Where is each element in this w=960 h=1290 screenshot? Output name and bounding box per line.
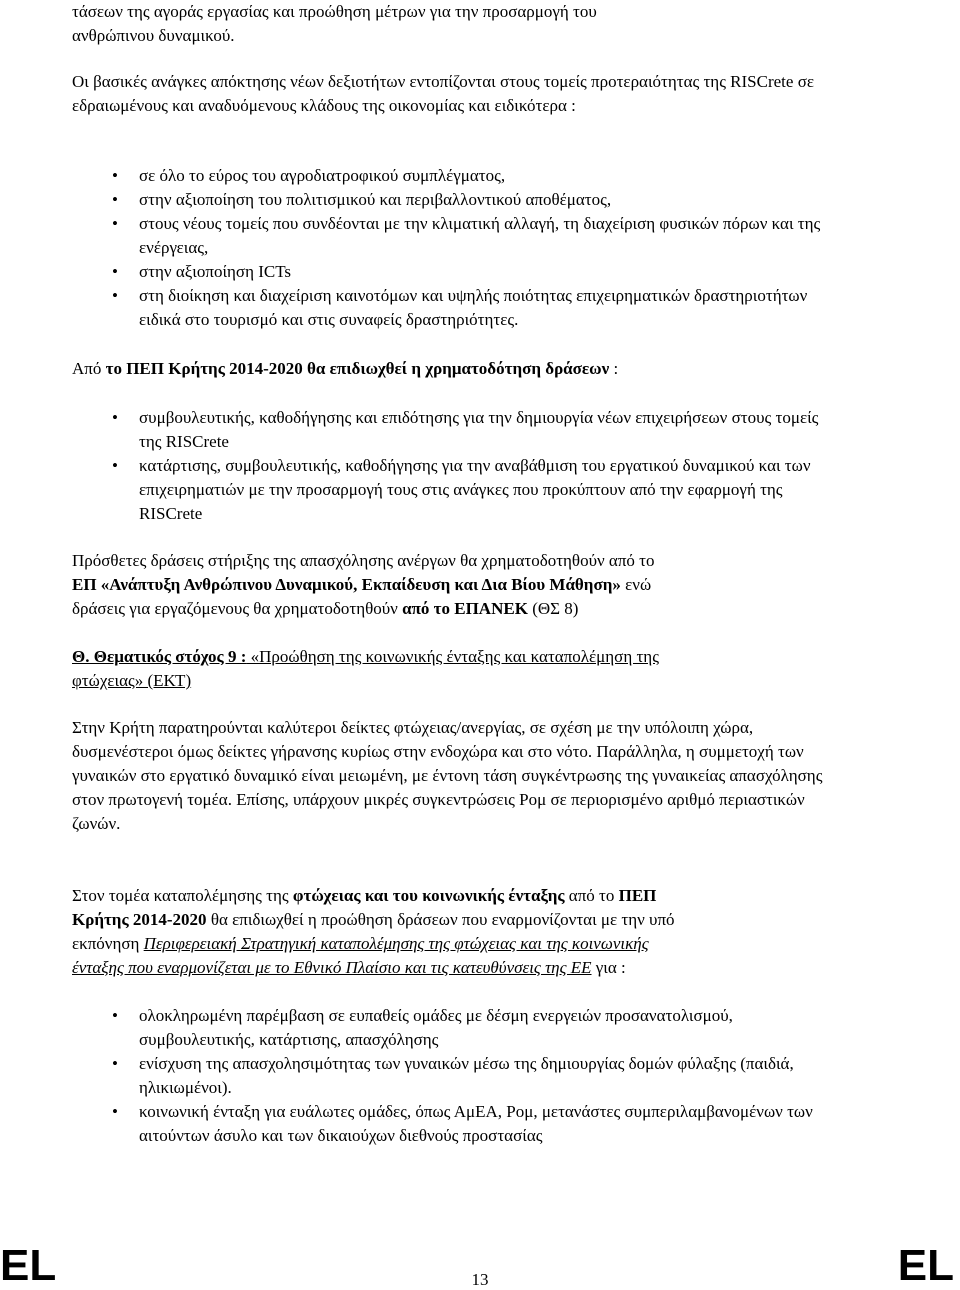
needs-list — [72, 164, 832, 332]
poverty-list — [72, 1004, 832, 1148]
pep-list — [72, 406, 832, 526]
poverty-paragraph: Στον τομέα καταπολέμησης της φτώχειας και του κοινωνικής ένταξης από το ΠΕΠ Κρήτης 2014-2020 θα επιδιωχθεί η προώθηση δράσεων που εναρμονίζονται με την υπό εκπόνηση Περιφερειακή Στρατηγική καταπολέμησης της φτώχειας και της κοινωνικής ένταξης που εναρμονίζεται με το Εθνικό Πλαίσιο και τις κατευθύνσεις της ΕΕ για : — [72, 886, 675, 977]
page-number: 13 — [471, 1270, 489, 1289]
list-item: • κοινωνική ένταξη για ευάλωτες ομάδες, όπως ΑμΕΑ, Ρομ, μετανάστες συμπεριλαμβανομένων των αιτούντων άσυλο και των δικαιούχων διεθνούς προστασίας — [112, 1102, 813, 1145]
needs-paragraph — [72, 70, 832, 118]
list-item: • στην αξιοποίηση του πολιτισμικού και περιβαλλοντικού αποθέματος, — [112, 190, 612, 209]
goal-label: Θ. Θεματικός στόχος 9 : — [72, 647, 247, 666]
footer-language-left: EL — [0, 1241, 57, 1290]
list-item: • στους νέους τομείς που συνδέονται με την κλιματική αλλαγή, τη διαχείριση φυσικών πόρων και της ενέργειας, — [112, 214, 821, 257]
list-item: • στην αξιοποίηση ICTs — [112, 262, 292, 281]
pep-bold: το ΠΕΠ Κρήτης 2014-2020 θα επιδιωχθεί η χρηματοδότηση δράσεων — [105, 359, 610, 378]
strategy-link-text: Περιφερειακή Στρατηγική καταπολέμησης της φτώχειας και της κοινωνικής — [143, 934, 649, 953]
ep-bold: ΕΠ «Ανάπτυξη Ανθρώπινου Δυναμικού, Εκπαίδευση και Δια Βίου Μάθηση» — [72, 575, 621, 594]
list-item: • σε όλο το εύρος του αγροδιατροφικού συμπλέγματος, — [112, 166, 506, 185]
epanek-bold: από το ΕΠΑΝΕΚ — [402, 599, 528, 618]
crete-paragraph: Στην Κρήτη παρατηρούνται καλύτεροι δείκτες φτώχειας/ανεργίας, σε σχέση με την υπόλοιπη χώρα, δυσμενέστεροι όμως δείκτες γήρανσης κυρίως στην ενδοχώρα και στο νότο. Παράλληλα, η συμμετοχή των γυναικών στο εργατικό δυναμικό είναι μειωμένη, με έντονη τάση συγκέντρωσης της γυναικείας απασχόλησης στον πρωτογενή τομέα. Επίσης, υπάρχουν μικρές συγκεντρώσεις Ρομ σε περιορισμένο αριθμό περιαστικών ζωνών. — [72, 718, 823, 833]
extra-paragraph: Πρόσθετες δράσεις στήριξης της απασχόλησης ανέργων θα χρηματοδοτηθούν από το ΕΠ «Ανάπτυξη Ανθρώπινου Δυναμικού, Εκπαίδευση και Δια Βίου Μάθηση» ενώ δράσεις για εργαζόμενους θα χρηματοδοτηθούν από το ΕΠΑΝΕΚ (ΘΣ 8) — [72, 551, 655, 618]
list-item: • κατάρτισης, συμβουλευτικής, καθοδήγησης για την αναβάθμιση του εργατικού δυναμικού και των επιχειρηματιών με την προσαρμογή τους στις ανάγκες που προκύπτουν από την εφαρμογή της RISCrete — [112, 456, 811, 523]
list-item: • ολοκληρωμένη παρέμβαση σε ευπαθείς ομάδες με δέσμη ενεργειών προσανατολισμού, συμβουλευτικής, κατάρτισης, απασχόλησης — [112, 1006, 733, 1049]
list-item: • στη διοίκηση και διαχείριση καινοτόμων και υψηλής ποιότητας επιχειρηματικών δραστηριοτήτων ειδικά στο τουρισμό και στις συναφείς δραστηριότητες. — [112, 286, 808, 329]
intro-line-2: ανθρώπινου δυναμικού. — [72, 26, 235, 45]
intro-paragraph — [72, 0, 832, 48]
list-item: • ενίσχυση της απασχολησιμότητας των γυναικών μέσω της δημιουργίας δομών φύλαξης (παιδιά, ηλικιωμένοι). — [112, 1054, 794, 1097]
needs-text: Οι βασικές ανάγκες απόκτησης νέων δεξιοτήτων εντοπίζονται στους τομείς προτεραιότητας της RISCrete σε εδραιωμένους και αναδυόμενους κλάδους της οικονομίας και ειδικότερα : — [72, 72, 814, 115]
intro-line-1: τάσεων της αγοράς εργασίας και προώθηση μέτρων για την προσαρμογή του — [72, 2, 597, 21]
pep-paragraph: Από το ΠΕΠ Κρήτης 2014-2020 θα επιδιωχθεί η χρηματοδότηση δράσεων : — [72, 359, 619, 378]
footer-language-right: EL — [897, 1241, 954, 1290]
thematic-goal-heading: Θ. Θεματικός στόχος 9 : «Προώθηση της κοινωνικής ένταξης και καταπολέμηση της φτώχειας» (ΕΚΤ) — [72, 647, 659, 690]
list-item: • συμβουλευτικής, καθοδήγησης και επιδότησης για την δημιουργία νέων επιχειρήσεων στους τομείς της RISCrete — [112, 408, 819, 451]
